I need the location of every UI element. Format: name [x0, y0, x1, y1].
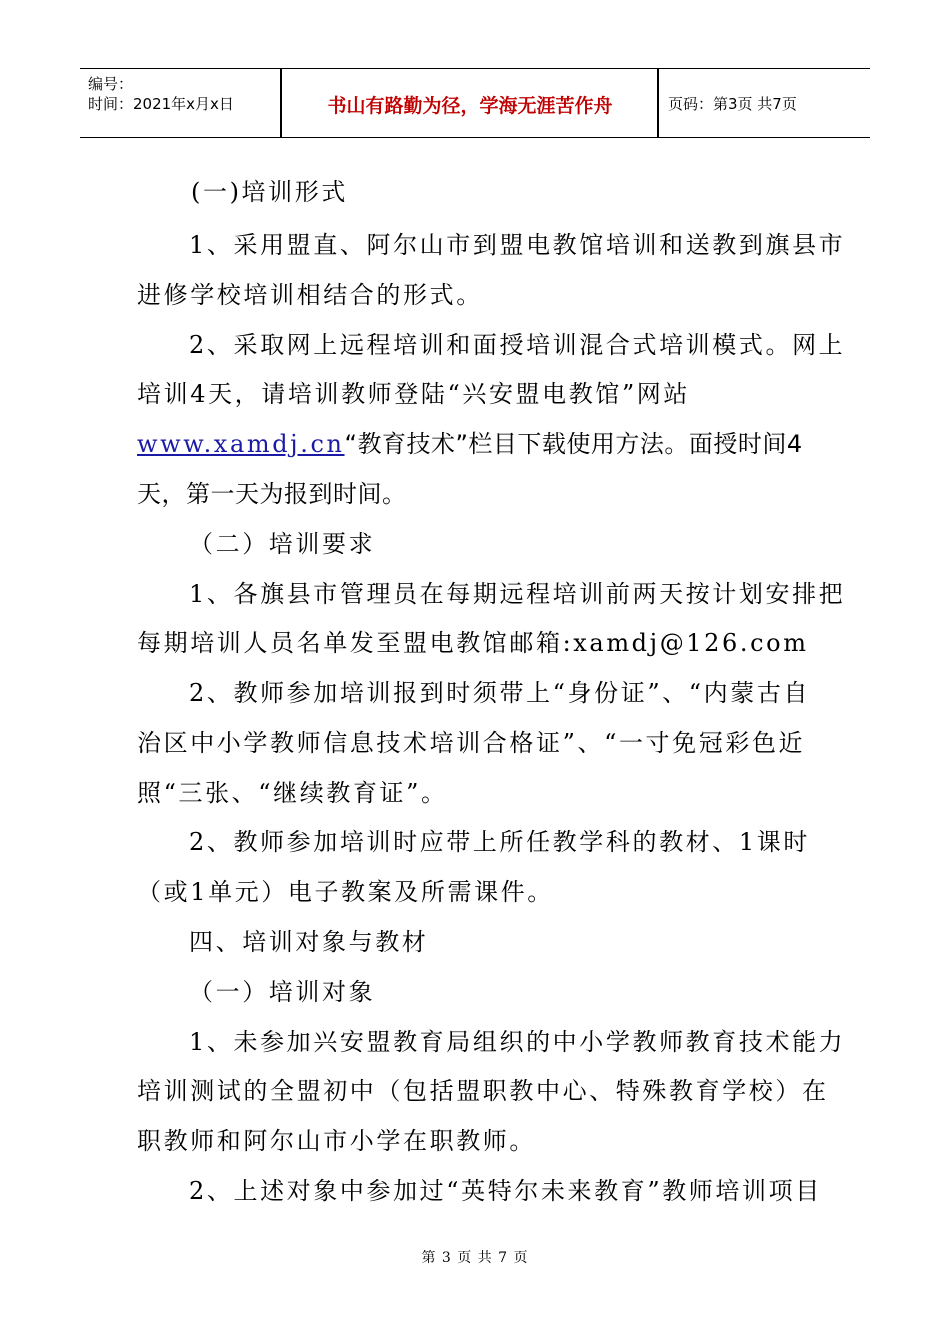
- paragraph-line: 照“三张、“继续教育证”。: [137, 779, 448, 807]
- paragraph-text: “教育技术”栏目下载使用方法。面授时间4: [344, 430, 803, 458]
- website-link[interactable]: www.xamdj.cn: [137, 430, 345, 458]
- paragraph-line: 治区中小学教师信息技术培训合格证”、“一寸免冠彩色近: [137, 729, 806, 757]
- paragraph-line: 进修学校培训相结合的形式。: [137, 281, 483, 309]
- header-divider: [280, 69, 282, 137]
- section-heading: （一）培训对象: [189, 978, 376, 1006]
- section-heading: (一)培训形式: [191, 178, 348, 206]
- paragraph-line: 职教师和阿尔山市小学在职教师。: [137, 1127, 536, 1155]
- paragraph-line: 2、教师参加培训时应带上所任教学科的教材、1课时: [189, 828, 810, 856]
- paragraph-line: （或1单元）电子教案及所需课件。: [137, 878, 554, 906]
- paragraph-line: 1、各旗县市管理员在每期远程培训前两天按计划安排把: [189, 580, 846, 608]
- doc-number: 编号：: [88, 75, 134, 93]
- paragraph-line: 2、教师参加培训报到时须带上“身份证”、“内蒙古自: [189, 679, 811, 707]
- page-footer: 第 3 页 共 7 页: [421, 1250, 529, 1266]
- section-heading: 四、培训对象与教材: [189, 928, 429, 956]
- section-heading: （二）培训要求: [189, 530, 376, 558]
- header-page-info: 页码：第3页 共7页: [668, 95, 797, 113]
- paragraph-line: 天，第一天为报到时间。: [137, 480, 407, 508]
- header-motto: 书山有路勤为径，学海无涯苦作舟: [327, 95, 613, 117]
- paragraph-line: 2、采取网上远程培训和面授培训混合式培训模式。网上: [189, 331, 846, 359]
- paragraph-line-with-link: [137, 428, 803, 460]
- paragraph-line: 培训4天，请培训教师登陆“兴安盟电教馆”网站: [137, 380, 691, 408]
- paragraph-line: 培训测试的全盟初中（包括盟职教中心、特殊教育学校）在: [137, 1077, 829, 1105]
- paragraph-line: 每期培训人员名单发至盟电教馆邮箱:xamdj@126.com: [137, 629, 809, 657]
- doc-date: 时间：2021年x月x日: [88, 95, 234, 113]
- paragraph-line: 2、上述对象中参加过“英特尔未来教育”教师培训项目: [189, 1177, 822, 1205]
- page-header: [80, 68, 870, 138]
- paragraph-line: 1、采用盟直、阿尔山市到盟电教馆培训和送教到旗县市: [189, 231, 846, 259]
- paragraph-line: 1、未参加兴安盟教育局组织的中小学教师教育技术能力: [189, 1028, 846, 1056]
- header-divider: [657, 69, 659, 137]
